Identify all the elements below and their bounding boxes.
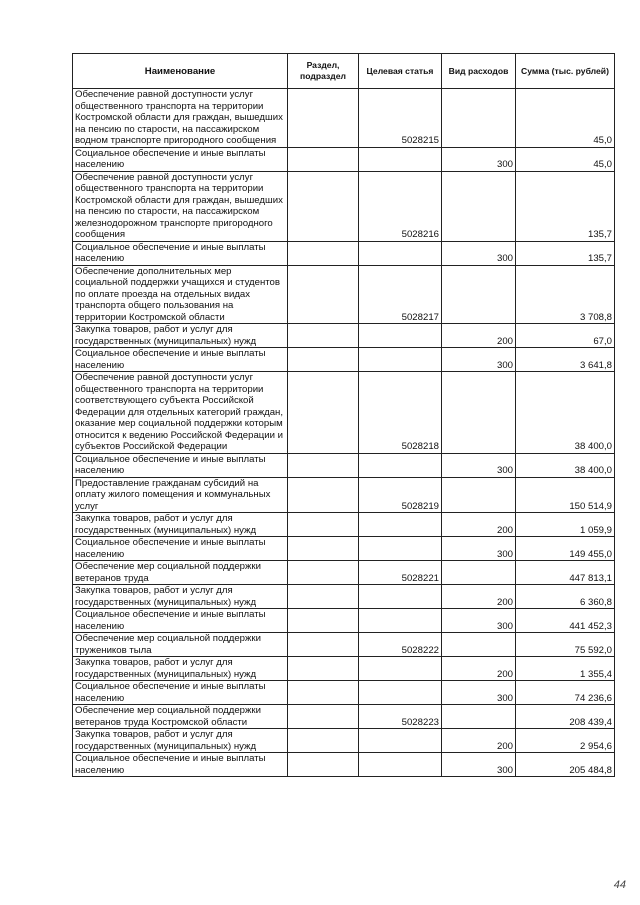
header-type: Вид расходов xyxy=(442,54,516,89)
table-row xyxy=(73,265,615,324)
table-body xyxy=(73,89,615,777)
row-type xyxy=(442,265,516,324)
row-section xyxy=(288,681,359,705)
table-row xyxy=(73,537,615,561)
row-sum: 1 355,4 xyxy=(516,657,615,681)
row-article xyxy=(359,348,442,372)
row-name: Социальное обеспечение и иные выплаты населению xyxy=(73,453,288,477)
table-row xyxy=(73,348,615,372)
row-sum: 447 813,1 xyxy=(516,561,615,585)
row-sum: 3 641,8 xyxy=(516,348,615,372)
table-row xyxy=(73,453,615,477)
row-type: 300 xyxy=(442,609,516,633)
row-section xyxy=(288,561,359,585)
row-sum: 2 954,6 xyxy=(516,729,615,753)
row-sum: 135,7 xyxy=(516,241,615,265)
header-article: Целевая статья xyxy=(359,54,442,89)
table-row xyxy=(73,372,615,454)
row-name: Социальное обеспечение и иные выплаты населению xyxy=(73,147,288,171)
row-article xyxy=(359,729,442,753)
row-name: Обеспечение мер социальной поддержки ветеранов труда Костромской области xyxy=(73,705,288,729)
row-section xyxy=(288,609,359,633)
row-name: Обеспечение мер социальной поддержки тружеников тыла xyxy=(73,633,288,657)
row-type xyxy=(442,372,516,454)
row-type xyxy=(442,705,516,729)
row-name: Социальное обеспечение и иные выплаты населению xyxy=(73,681,288,705)
row-name: Социальное обеспечение и иные выплаты населению xyxy=(73,537,288,561)
row-section xyxy=(288,633,359,657)
row-type xyxy=(442,171,516,241)
row-name: Закупка товаров, работ и услуг для государственных (муниципальных) нужд xyxy=(73,585,288,609)
row-article xyxy=(359,324,442,348)
row-article xyxy=(359,609,442,633)
row-sum: 74 236,6 xyxy=(516,681,615,705)
row-name: Закупка товаров, работ и услуг для государственных (муниципальных) нужд xyxy=(73,729,288,753)
row-section xyxy=(288,513,359,537)
row-name: Закупка товаров, работ и услуг для государственных (муниципальных) нужд xyxy=(73,324,288,348)
table-row xyxy=(73,705,615,729)
row-sum: 1 059,9 xyxy=(516,513,615,537)
row-article xyxy=(359,657,442,681)
row-section xyxy=(288,729,359,753)
row-name: Социальное обеспечение и иные выплаты населению xyxy=(73,609,288,633)
row-sum: 149 455,0 xyxy=(516,537,615,561)
row-type: 300 xyxy=(442,241,516,265)
row-type: 200 xyxy=(442,513,516,537)
row-sum: 3 708,8 xyxy=(516,265,615,324)
row-type: 200 xyxy=(442,324,516,348)
row-sum: 38 400,0 xyxy=(516,372,615,454)
table-header-row xyxy=(73,54,615,89)
row-type: 200 xyxy=(442,729,516,753)
row-article xyxy=(359,753,442,777)
table-row xyxy=(73,585,615,609)
table-row xyxy=(73,609,615,633)
row-sum: 135,7 xyxy=(516,171,615,241)
row-article: 5028222 xyxy=(359,633,442,657)
row-type: 300 xyxy=(442,147,516,171)
row-article: 5028218 xyxy=(359,372,442,454)
table-row xyxy=(73,633,615,657)
table-row xyxy=(73,241,615,265)
table-row xyxy=(73,513,615,537)
row-article xyxy=(359,681,442,705)
row-sum: 38 400,0 xyxy=(516,453,615,477)
row-sum: 45,0 xyxy=(516,89,615,148)
row-type xyxy=(442,477,516,513)
row-section xyxy=(288,372,359,454)
row-article xyxy=(359,453,442,477)
row-name: Социальное обеспечение и иные выплаты населению xyxy=(73,241,288,265)
row-sum: 6 360,8 xyxy=(516,585,615,609)
table-row xyxy=(73,657,615,681)
table-row xyxy=(73,324,615,348)
table-row xyxy=(73,477,615,513)
row-article xyxy=(359,537,442,561)
row-section xyxy=(288,265,359,324)
row-name: Закупка товаров, работ и услуг для государственных (муниципальных) нужд xyxy=(73,513,288,537)
table-row xyxy=(73,561,615,585)
row-type xyxy=(442,633,516,657)
row-section xyxy=(288,537,359,561)
row-article: 5028223 xyxy=(359,705,442,729)
row-section xyxy=(288,585,359,609)
row-sum: 67,0 xyxy=(516,324,615,348)
table-row xyxy=(73,681,615,705)
row-name: Предоставление гражданам субсидий на оплату жилого помещения и коммунальных услуг xyxy=(73,477,288,513)
header-name: Наименование xyxy=(73,54,288,89)
row-sum: 208 439,4 xyxy=(516,705,615,729)
row-name: Обеспечение равной доступности услуг общественного транспорта на территории соответствующего субъекта Российской Федерации для отдельных категорий граждан, оказание мер социальной поддержки которым относится к ведению Российской Федерации и субъектов Российской Федерации xyxy=(73,372,288,454)
row-article: 5028221 xyxy=(359,561,442,585)
row-article xyxy=(359,513,442,537)
row-article: 5028217 xyxy=(359,265,442,324)
table-row xyxy=(73,89,615,148)
row-sum: 150 514,9 xyxy=(516,477,615,513)
row-section xyxy=(288,657,359,681)
row-sum: 205 484,8 xyxy=(516,753,615,777)
row-name: Обеспечение равной доступности услуг общественного транспорта на территории Костромской области для граждан, вышедших на пенсию по старости, на пассажирском водном транспорте пригородного сообщения xyxy=(73,89,288,148)
row-section xyxy=(288,171,359,241)
row-article: 5028219 xyxy=(359,477,442,513)
row-article: 5028215 xyxy=(359,89,442,148)
row-section xyxy=(288,477,359,513)
row-type: 300 xyxy=(442,453,516,477)
row-name: Обеспечение дополнительных мер социальной поддержки учащихся и студентов по оплате проезда на отдельных видах транспорта общего пользования на территории Костромской области xyxy=(73,265,288,324)
page-mark: 44 xyxy=(613,879,626,891)
budget-table xyxy=(72,53,615,777)
row-article: 5028216 xyxy=(359,171,442,241)
row-section xyxy=(288,348,359,372)
header-sum: Сумма (тыс. рублей) xyxy=(516,54,615,89)
row-type: 300 xyxy=(442,753,516,777)
row-name: Обеспечение равной доступности услуг общественного транспорта на территории Костромской области для граждан, вышедших на пенсию по старости, на пассажирском железнодорожном транспорте пригородного сообщения xyxy=(73,171,288,241)
row-section xyxy=(288,89,359,148)
row-article xyxy=(359,147,442,171)
row-section xyxy=(288,753,359,777)
row-article xyxy=(359,241,442,265)
row-sum: 75 592,0 xyxy=(516,633,615,657)
row-name: Социальное обеспечение и иные выплаты населению xyxy=(73,348,288,372)
row-name: Закупка товаров, работ и услуг для государственных (муниципальных) нужд xyxy=(73,657,288,681)
row-type: 200 xyxy=(442,585,516,609)
row-sum: 45,0 xyxy=(516,147,615,171)
row-name: Социальное обеспечение и иные выплаты населению xyxy=(73,753,288,777)
row-type: 200 xyxy=(442,657,516,681)
row-type: 300 xyxy=(442,681,516,705)
row-type xyxy=(442,89,516,148)
table-row xyxy=(73,753,615,777)
header-section: Раздел, подраздел xyxy=(288,54,359,89)
row-type: 300 xyxy=(442,348,516,372)
row-section xyxy=(288,147,359,171)
table-row xyxy=(73,729,615,753)
row-article xyxy=(359,585,442,609)
row-section xyxy=(288,705,359,729)
row-section xyxy=(288,324,359,348)
row-type xyxy=(442,561,516,585)
row-name: Обеспечение мер социальной поддержки ветеранов труда xyxy=(73,561,288,585)
row-section xyxy=(288,241,359,265)
table-row xyxy=(73,147,615,171)
row-type: 300 xyxy=(442,537,516,561)
row-sum: 441 452,3 xyxy=(516,609,615,633)
row-section xyxy=(288,453,359,477)
table-row xyxy=(73,171,615,241)
